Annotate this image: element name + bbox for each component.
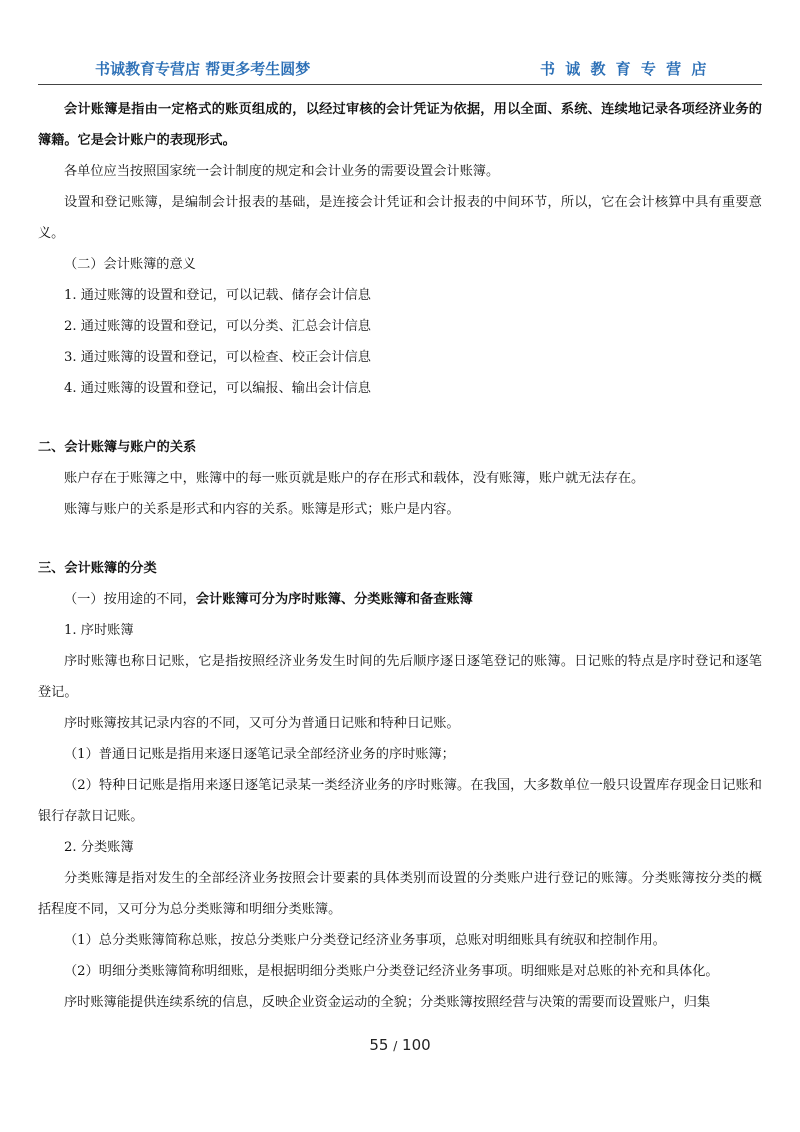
paragraph: 序时账簿能提供连续系统的信息，反映企业资金运动的全貌；分类账簿按照经营与决策的需要而设置账户，归集 (64, 995, 711, 1010)
page-header (0, 0, 800, 88)
item-heading-ledger: 2. 分类账簿 (64, 840, 134, 855)
paragraph: 序时账簿也称日记账，它是指按照经济业务发生时间的先后顺序逐日逐笔登记的账簿。日记账的特点是序时登记和逐笔登记。 (38, 654, 762, 700)
list-item: 2. 通过账簿的设置和登记，可以分类、汇总会计信息 (64, 319, 371, 334)
document-body (38, 94, 762, 1018)
subheading-emphasis: 会计账簿可分为序时账簿、分类账簿和备查账簿 (195, 592, 473, 607)
paragraph: 账簿与账户的关系是形式和内容的关系。账簿是形式；账户是内容。 (64, 502, 460, 517)
paragraph: （2）明细分类账簿简称明细账，是根据明细分类账户分类登记经济业务事项。明细账是对总账的补充和具体化。 (64, 964, 719, 979)
paragraph: 设置和登记账簿，是编制会计报表的基础，是连接会计凭证和会计报表的中间环节，所以，它在会计核算中具有重要意义。 (38, 195, 762, 241)
page-number: 55 (369, 1036, 389, 1054)
subheading-by-purpose (38, 584, 762, 615)
subheading-prefix: （一）按用途的不同， (64, 592, 196, 607)
definition-paragraph: 会计账簿是指由一定格式的账页组成的，以经过审核的会计凭证为依据，用以全面、系统、连续地记录各项经济业务的簿籍。它是会计账户的表现形式。 (38, 102, 762, 148)
section-heading-relationship: 二、会计账簿与账户的关系 (38, 440, 197, 455)
paragraph: 序时账簿按其记录内容的不同，又可分为普通日记账和特种日记账。 (64, 716, 460, 731)
item-heading-journal: 1. 序时账簿 (64, 623, 134, 638)
header-shop-slogan: 书诚教育专营店 帮更多考生圆梦 (95, 60, 311, 78)
section-heading-classification: 三、会计账簿的分类 (38, 561, 157, 576)
page-footer (0, 1036, 800, 1054)
paragraph: 分类账簿是指对发生的全部经济业务按照会计要素的具体类别而设置的分类账户进行登记的账簿。分类账簿按分类的概括程度不同，又可分为总分类账簿和明细分类账簿。 (38, 871, 762, 917)
header-shop-name: 书 诚 教 育 专 营 店 (540, 60, 709, 78)
paragraph: 账户存在于账簿之中，账簿中的每一账页就是账户的存在形式和载体，没有账簿，账户就无法存在。 (64, 471, 645, 486)
paragraph: （2）特种日记账是指用来逐日逐笔记录某一类经济业务的序时账簿。在我国，大多数单位一般只设置库存现金日记账和银行存款日记账。 (38, 778, 762, 824)
header-divider (38, 84, 762, 85)
section-gap (38, 525, 762, 553)
list-item: 3. 通过账簿的设置和登记，可以检查、校正会计信息 (64, 350, 371, 365)
paragraph: （1）普通日记账是指用来逐日逐笔记录全部经济业务的序时账簿； (64, 747, 455, 762)
list-item: 4. 通过账簿的设置和登记，可以编报、输出会计信息 (64, 381, 371, 396)
page-total: 100 (402, 1036, 431, 1054)
paragraph: 各单位应当按照国家统一会计制度的规定和会计业务的需要设置会计账簿。 (64, 164, 500, 179)
section-gap (38, 404, 762, 432)
page-separator: / (393, 1039, 398, 1053)
list-item: 1. 通过账簿的设置和登记，可以记载、储存会计信息 (64, 288, 371, 303)
subheading-meaning: （二）会计账簿的意义 (64, 257, 196, 272)
paragraph: （1）总分类账簿简称总账，按总分类账户分类登记经济业务事项，总账对明细账具有统驭和控制作用。 (64, 933, 666, 948)
